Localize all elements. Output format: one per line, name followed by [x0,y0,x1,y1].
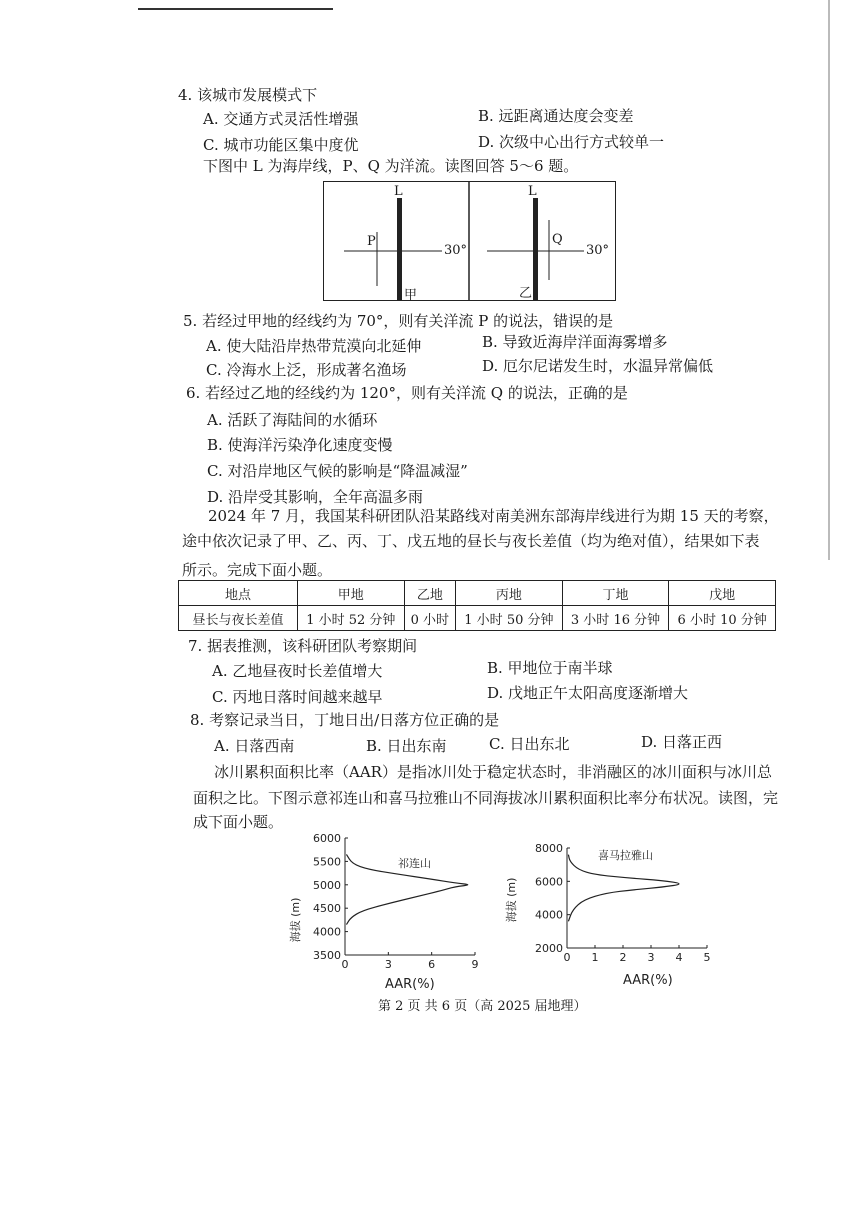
table-cell: 0 小时 [404,606,455,631]
q8-option-c: C. 日出东北 [489,735,570,753]
q7-option-c: C. 丙地日落时间越来越早 [212,688,383,706]
chart1-ylabel: 海拔 (m) [289,897,302,943]
q5-option-a: A. 使大陆沿岸热带荒漠向北延伸 [206,337,422,355]
passage3-line3: 成下面小题。 [193,813,284,831]
chart1-title: 祁连山 [398,857,431,870]
table-cell: 3 小时 16 分钟 [562,606,669,631]
scan-artifact-top [138,8,333,10]
chart1-xlabel: AAR(%) [385,977,435,990]
himalaya-aar-chart [505,830,715,990]
x-tick-label: 5 [703,951,711,964]
q8-option-d: D. 日落正西 [641,733,723,751]
passage2-line3: 所示。完成下面小题。 [182,561,333,579]
q6-option-b: B. 使海洋污染净化速度变慢 [207,436,393,454]
table-header-cell: 丙地 [456,581,563,606]
y-tick-label: 8000 [535,842,563,855]
y-tick-label: 6000 [313,832,341,845]
passage2-line2: 途中依次记录了甲、乙、丙、丁、戊五地的昼长与夜长差值（均为绝对值），结果如下表 [182,532,760,550]
y-tick-label: 4000 [313,925,341,939]
table-cell: 昼长与夜长差值 [179,606,298,631]
x-tick-label: 2 [619,951,627,964]
chart2-title: 喜马拉雅山 [598,849,653,862]
x-tick-label: 1 [591,951,599,964]
passage3-line2: 面积之比。下图示意祁连山和喜马拉雅山不同海拔冰川累积面积比率分布状况。读图，完 [193,789,779,807]
y-tick-label: 5500 [313,855,341,869]
q6-stem: 6. 若经过乙地的经线约为 120°，则有关洋流 Q 的说法，正确的是 [186,384,628,402]
table-header-cell: 戊地 [669,581,776,606]
q7-option-a: A. 乙地昼夜时长差值增大 [212,662,383,680]
q7-option-d: D. 戊地正午太阳高度逐渐增大 [487,684,689,702]
scan-artifact-right [828,0,830,560]
q5-option-d: D. 厄尔尼诺发生时，水温异常偏低 [482,357,714,375]
q7-option-b: B. 甲地位于南半球 [487,659,613,677]
q5-stem: 5. 若经过甲地的经线约为 70°，则有关洋流 P 的说法，错误的是 [183,312,614,330]
ocean-current-maps [323,181,616,301]
q6-option-c: C. 对沿岸地区气候的影响是“降温减湿” [207,462,468,480]
x-tick-label: 3 [647,951,655,964]
q8-option-b: B. 日出东南 [366,737,447,755]
right-coastline-label: L [528,184,537,199]
y-tick-label: 3500 [313,949,341,962]
left-latitude-label: 30° [444,243,468,258]
x-tick-label: 4 [675,951,683,964]
y-tick-label: 4500 [313,902,341,916]
table-header-cell: 丁地 [562,581,669,606]
y-tick-label: 4000 [535,908,563,922]
q8-option-a: A. 日落西南 [214,737,295,755]
table-header-cell: 甲地 [298,581,405,606]
table-cell: 6 小时 10 分钟 [669,606,776,631]
q5-option-c: C. 冷海水上泛，形成著名渔场 [206,361,407,379]
q6-option-d: D. 沿岸受其影响，全年高温多雨 [207,488,424,506]
q4-option-a: A. 交通方式灵活性增强 [203,110,359,128]
qilian-aar-chart [285,830,485,990]
y-tick-label: 6000 [535,875,563,889]
right-place-label: 乙 [519,286,533,301]
q4-option-c: C. 城市功能区集中度优 [203,136,359,154]
y-tick-label: 2000 [535,942,563,955]
y-tick-label: 5000 [313,878,341,892]
table-cell: 1 小时 52 分钟 [298,606,405,631]
x-tick-label: 9 [471,958,479,971]
x-tick-label: 3 [384,958,392,971]
passage2-line1: 2024 年 7 月，我国某科研团队沿某路线对南美洲东部海岸线进行为期 15 天的考察， [208,507,779,525]
q5-option-b: B. 导致近海岸洋面海雾增多 [482,333,668,351]
left-current-label: P [367,234,376,249]
x-tick-label: 6 [428,958,436,971]
page-footer: 第 2 页 共 6 页（高 2025 届地理） [378,999,587,1014]
left-coastline-label: L [394,184,403,199]
x-tick-label: 0 [341,958,349,971]
right-latitude-label: 30° [586,243,610,258]
chart2-xlabel: AAR(%) [623,973,673,988]
aar-curve [568,855,679,922]
q4-stem: 4. 该城市发展模式下 [178,86,318,104]
map-intro: 下图中 L 为海岸线，P、Q 为洋流。读图回答 5～6 题。 [203,157,579,175]
table-header-cell: 地点 [179,581,298,606]
q7-stem: 7. 据表推测，该科研团队考察期间 [188,637,418,655]
table-row [179,606,776,631]
table-header-cell: 乙地 [404,581,455,606]
day-night-table [178,580,776,631]
q8-stem: 8. 考察记录当日，丁地日出/日落方位正确的是 [190,711,500,729]
right-current-label: Q [552,232,563,247]
table-header-row [179,581,776,606]
passage3-line1: 冰川累积面积比率（AAR）是指冰川处于稳定状态时，非消融区的冰川面积与冰川总 [214,763,772,781]
left-place-label: 甲 [404,288,418,303]
q4-option-d: D. 次级中心出行方式较单一 [478,133,665,151]
x-tick-label: 0 [563,951,571,964]
chart2-ylabel: 海拔 (m) [505,877,518,923]
q6-option-a: A. 活跃了海陆间的水循环 [207,411,378,429]
table-cell: 1 小时 50 分钟 [456,606,563,631]
q4-option-b: B. 远距离通达度会变差 [478,107,634,125]
